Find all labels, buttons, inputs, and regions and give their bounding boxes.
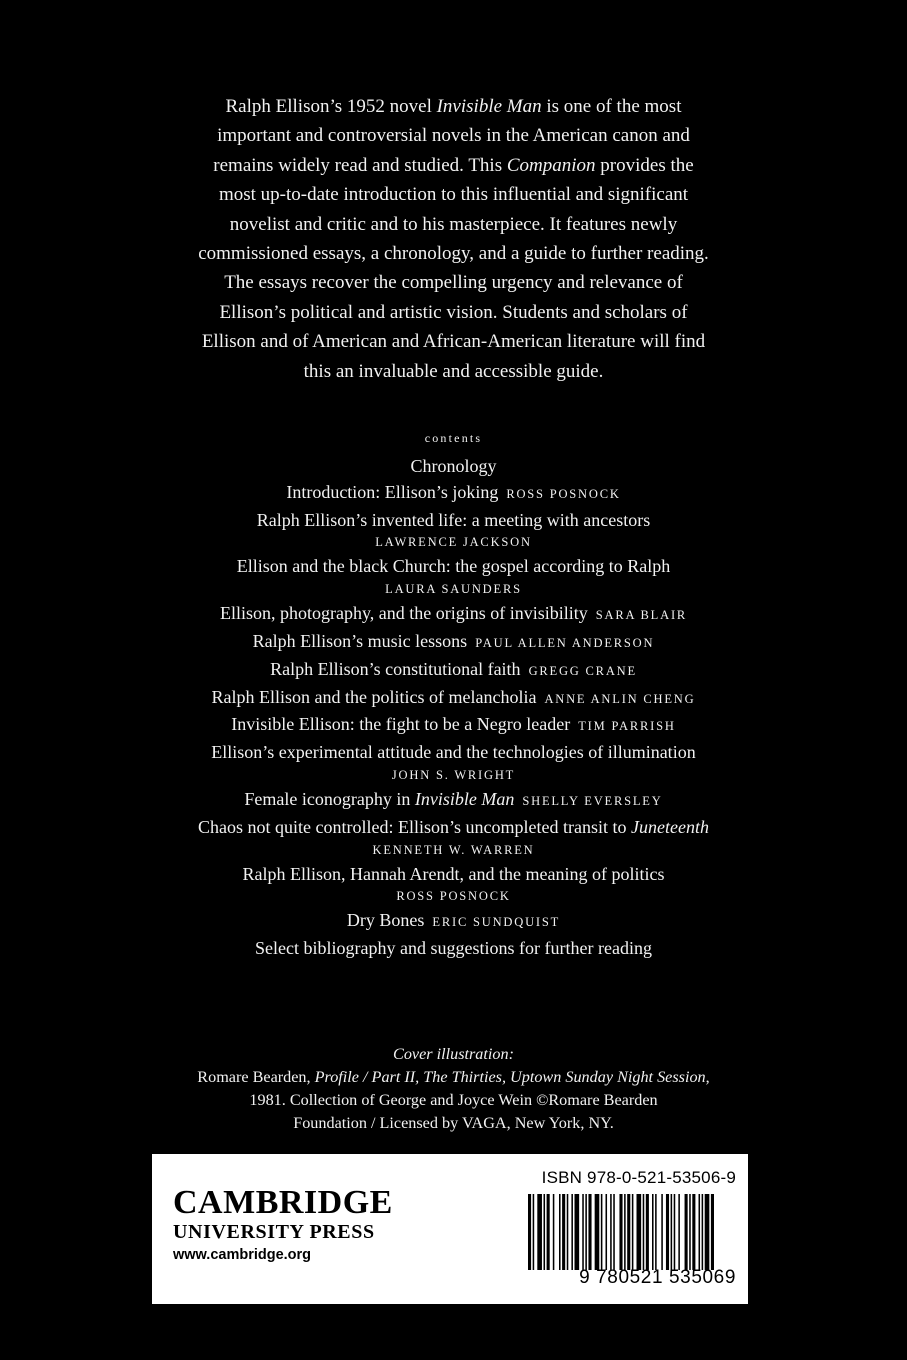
text-run: Ralph Ellison, Hannah Arendt, and the meaning of politics: [242, 863, 665, 884]
barcode-bar: [544, 1194, 546, 1270]
text-run: Ellison’s experimental attitude and the technologies of illumination: [211, 742, 696, 763]
entry-author: ROSS POSNOCK: [506, 486, 621, 501]
entry-title: [220, 603, 588, 623]
text-run: provides the: [595, 154, 694, 176]
text-run: Ralph Ellison and the politics of melancholia: [211, 686, 537, 707]
barcode-bar: [610, 1194, 612, 1270]
credit-line: [120, 1089, 787, 1112]
contents-entry: [100, 908, 807, 936]
entry-title: [286, 482, 498, 502]
text-run: Dry Bones: [346, 910, 425, 931]
credit-line: [120, 1112, 787, 1135]
entry-author: LAURA SAUNDERS: [385, 582, 522, 597]
entry-title: [211, 742, 695, 762]
barcode-bar: [678, 1194, 680, 1270]
barcode-bar: [575, 1194, 580, 1270]
entry-author: TIM PARRISH: [578, 719, 676, 734]
text-run: Ellison’s political and artistic vision. Students and scholars of: [219, 301, 688, 323]
contents-entry: [100, 787, 807, 815]
entry-title: [253, 631, 468, 651]
blurb-line: [130, 121, 777, 150]
entry-title: [243, 864, 665, 884]
text-run: Ralph Ellison’s music lessons: [252, 630, 468, 651]
entry-author: ERIC SUNDQUIST: [432, 915, 561, 930]
text-run: Foundation / Licensed by VAGA, New York, NY.: [293, 1114, 614, 1132]
text-run: Invisible Ellison: the fight to be a Negro leader: [231, 714, 571, 735]
entry-title: [198, 817, 709, 837]
text-run: commissioned essays, a chronology, and a guide to further reading.: [198, 243, 709, 265]
contents-entry: [100, 815, 807, 841]
blurb-line: [130, 327, 777, 356]
barcode-bar: [661, 1194, 663, 1270]
blurb-text: [130, 92, 777, 386]
publisher-subtitle: UNIVERSITY PRESS: [173, 1221, 375, 1243]
barcode-bar: [643, 1194, 645, 1270]
contents-entry: [100, 454, 807, 480]
barcode-bar: [702, 1194, 704, 1270]
blurb-line: [130, 92, 777, 121]
text-run: most up-to-date introduction to this influential and significant: [218, 184, 689, 206]
barcode-digits: 9 780521 535069: [579, 1267, 736, 1288]
entry-title: [410, 456, 496, 476]
blurb-line: [130, 298, 777, 327]
barcode-bar: [705, 1194, 710, 1270]
barcode-bar: [652, 1194, 654, 1270]
italic-run: Companion: [506, 154, 596, 176]
text-run: ,: [705, 1068, 710, 1086]
barcode-bar: [595, 1194, 600, 1270]
barcode-bar: [685, 1194, 688, 1270]
contents-entry: [100, 862, 807, 888]
entry-title: [347, 910, 425, 930]
blurb-line: [130, 180, 777, 209]
entry-title: [231, 714, 570, 734]
text-run: is one of the most: [541, 96, 682, 117]
back-cover-footer: [152, 1154, 748, 1304]
barcode-bar: [601, 1194, 603, 1270]
barcode-bar: [567, 1194, 569, 1270]
isbn-barcode-block: [524, 1168, 736, 1288]
barcode-bar: [537, 1194, 542, 1270]
contents-entry: [100, 685, 807, 713]
barcode-bar: [562, 1194, 565, 1270]
entry-author: ANNE ANLIN CHENG: [544, 691, 696, 706]
contents-entry: [100, 480, 807, 508]
barcode-bar: [571, 1194, 573, 1270]
italic-run: Profile / Part II, The Thirties, Uptown Sunday Night Session: [314, 1068, 706, 1086]
contents-entry: [100, 601, 807, 629]
barcode-bar: [627, 1194, 630, 1270]
text-run: important and controversial novels in the American canon and: [217, 125, 690, 147]
barcode-bar: [613, 1194, 615, 1270]
contents-entry: [100, 657, 807, 685]
contents-entry: [100, 554, 807, 580]
blurb-line: [130, 210, 777, 239]
contents-entry: [100, 740, 807, 766]
barcode-bar: [533, 1194, 535, 1270]
entry-author: GREGG CRANE: [528, 663, 637, 678]
entry-author: LAWRENCE JACKSON: [375, 535, 532, 550]
blurb-line: [130, 239, 777, 268]
entry-author: JOHN S. WRIGHT: [391, 767, 516, 782]
credit-line: [120, 1066, 787, 1089]
barcode-bar: [547, 1194, 550, 1270]
text-run: Romare Bearden,: [197, 1068, 315, 1086]
text-run: remains widely read and studied. This: [213, 154, 507, 176]
contents-entry: [100, 508, 807, 534]
text-run: Chronology: [410, 456, 497, 476]
barcode-bar: [585, 1194, 587, 1270]
barcode-bar: [624, 1194, 626, 1270]
table-of-contents: [100, 428, 807, 962]
blurb-line: [130, 151, 777, 180]
barcode-bar: [671, 1194, 673, 1270]
barcode-bar: [666, 1194, 669, 1270]
text-run: Select bibliography and suggestions for further reading: [255, 938, 652, 959]
entry-author: SARA BLAIR: [595, 608, 688, 623]
entry-author: SHELLY EVERSLEY: [522, 793, 663, 808]
barcode-bar: [632, 1194, 634, 1270]
barcode-bar: [674, 1194, 676, 1270]
barcode-bar: [553, 1194, 555, 1270]
barcode-bar: [582, 1194, 584, 1270]
barcode-bar: [699, 1194, 701, 1270]
entry-title: [244, 789, 514, 809]
publisher-name: CAMBRIDGE: [173, 1184, 393, 1221]
contents-entry: [100, 712, 807, 740]
text-run: Ralph Ellison’s invented life: a meeting with ancestors: [256, 509, 651, 530]
barcode-bar: [588, 1194, 591, 1270]
text-run: Ralph Ellison’s 1952 novel: [225, 96, 437, 117]
barcode-bar: [655, 1194, 657, 1270]
contents-entry: [100, 629, 807, 657]
barcode-bar: [637, 1194, 642, 1270]
italic-run: Juneteenth: [630, 816, 709, 837]
barcode-bar: [689, 1194, 691, 1270]
barcode: [524, 1194, 736, 1270]
barcode-bar: [528, 1194, 531, 1270]
text-run: Introduction: Ellison’s joking: [286, 481, 499, 502]
cover-credit: [120, 1043, 787, 1135]
entry-title: [255, 938, 652, 958]
entry-title: [237, 556, 670, 576]
barcode-bar: [619, 1194, 622, 1270]
blurb-line: [130, 268, 777, 297]
text-run: Female iconography in: [244, 788, 415, 809]
italic-run: Invisible Man: [436, 96, 542, 117]
barcode-bar: [606, 1194, 608, 1270]
text-run: 1981. Collection of George and Joyce Wein ©Romare Bearden: [249, 1091, 658, 1109]
text-run: Ralph Ellison’s constitutional faith: [270, 658, 521, 679]
text-run: Ellison, photography, and the origins of invisibility: [219, 603, 588, 624]
entry-author: PAUL ALLEN ANDERSON: [475, 635, 655, 650]
text-run: this an invaluable and accessible guide.: [303, 360, 604, 382]
credit-line: [120, 1043, 787, 1066]
entry-author: ROSS POSNOCK: [396, 889, 511, 904]
italic-run: Cover illustration:: [393, 1045, 514, 1063]
entry-title: [270, 659, 520, 679]
italic-run: Invisible Man: [414, 788, 515, 809]
contents-list: [100, 454, 807, 962]
barcode-bar: [711, 1194, 714, 1270]
barcode-bar: [692, 1194, 695, 1270]
text-run: novelist and critic and to his masterpiece. It features newly: [229, 213, 678, 235]
barcode-bar: [646, 1194, 649, 1270]
text-run: Ellison and of American and African-American literature will find: [201, 331, 706, 353]
publisher-logo: [173, 1186, 393, 1266]
barcode-bar: [559, 1194, 561, 1270]
entry-title: [212, 687, 537, 707]
blurb-line: [130, 357, 777, 386]
entry-author: KENNETH W. WARREN: [372, 842, 535, 857]
contents-entry: [100, 936, 807, 962]
isbn-label: ISBN 978-0-521-53506-9: [541, 1168, 736, 1187]
publisher-url[interactable]: www.cambridge.org: [173, 1247, 312, 1263]
text-run: The essays recover the compelling urgency and relevance of: [224, 272, 683, 294]
contents-heading: contents: [424, 431, 483, 445]
text-run: Ellison and the black Church: the gospel according to Ralph: [236, 556, 671, 577]
text-run: Chaos not quite controlled: Ellison’s uncompleted transit to: [198, 816, 631, 837]
entry-title: [257, 510, 650, 530]
